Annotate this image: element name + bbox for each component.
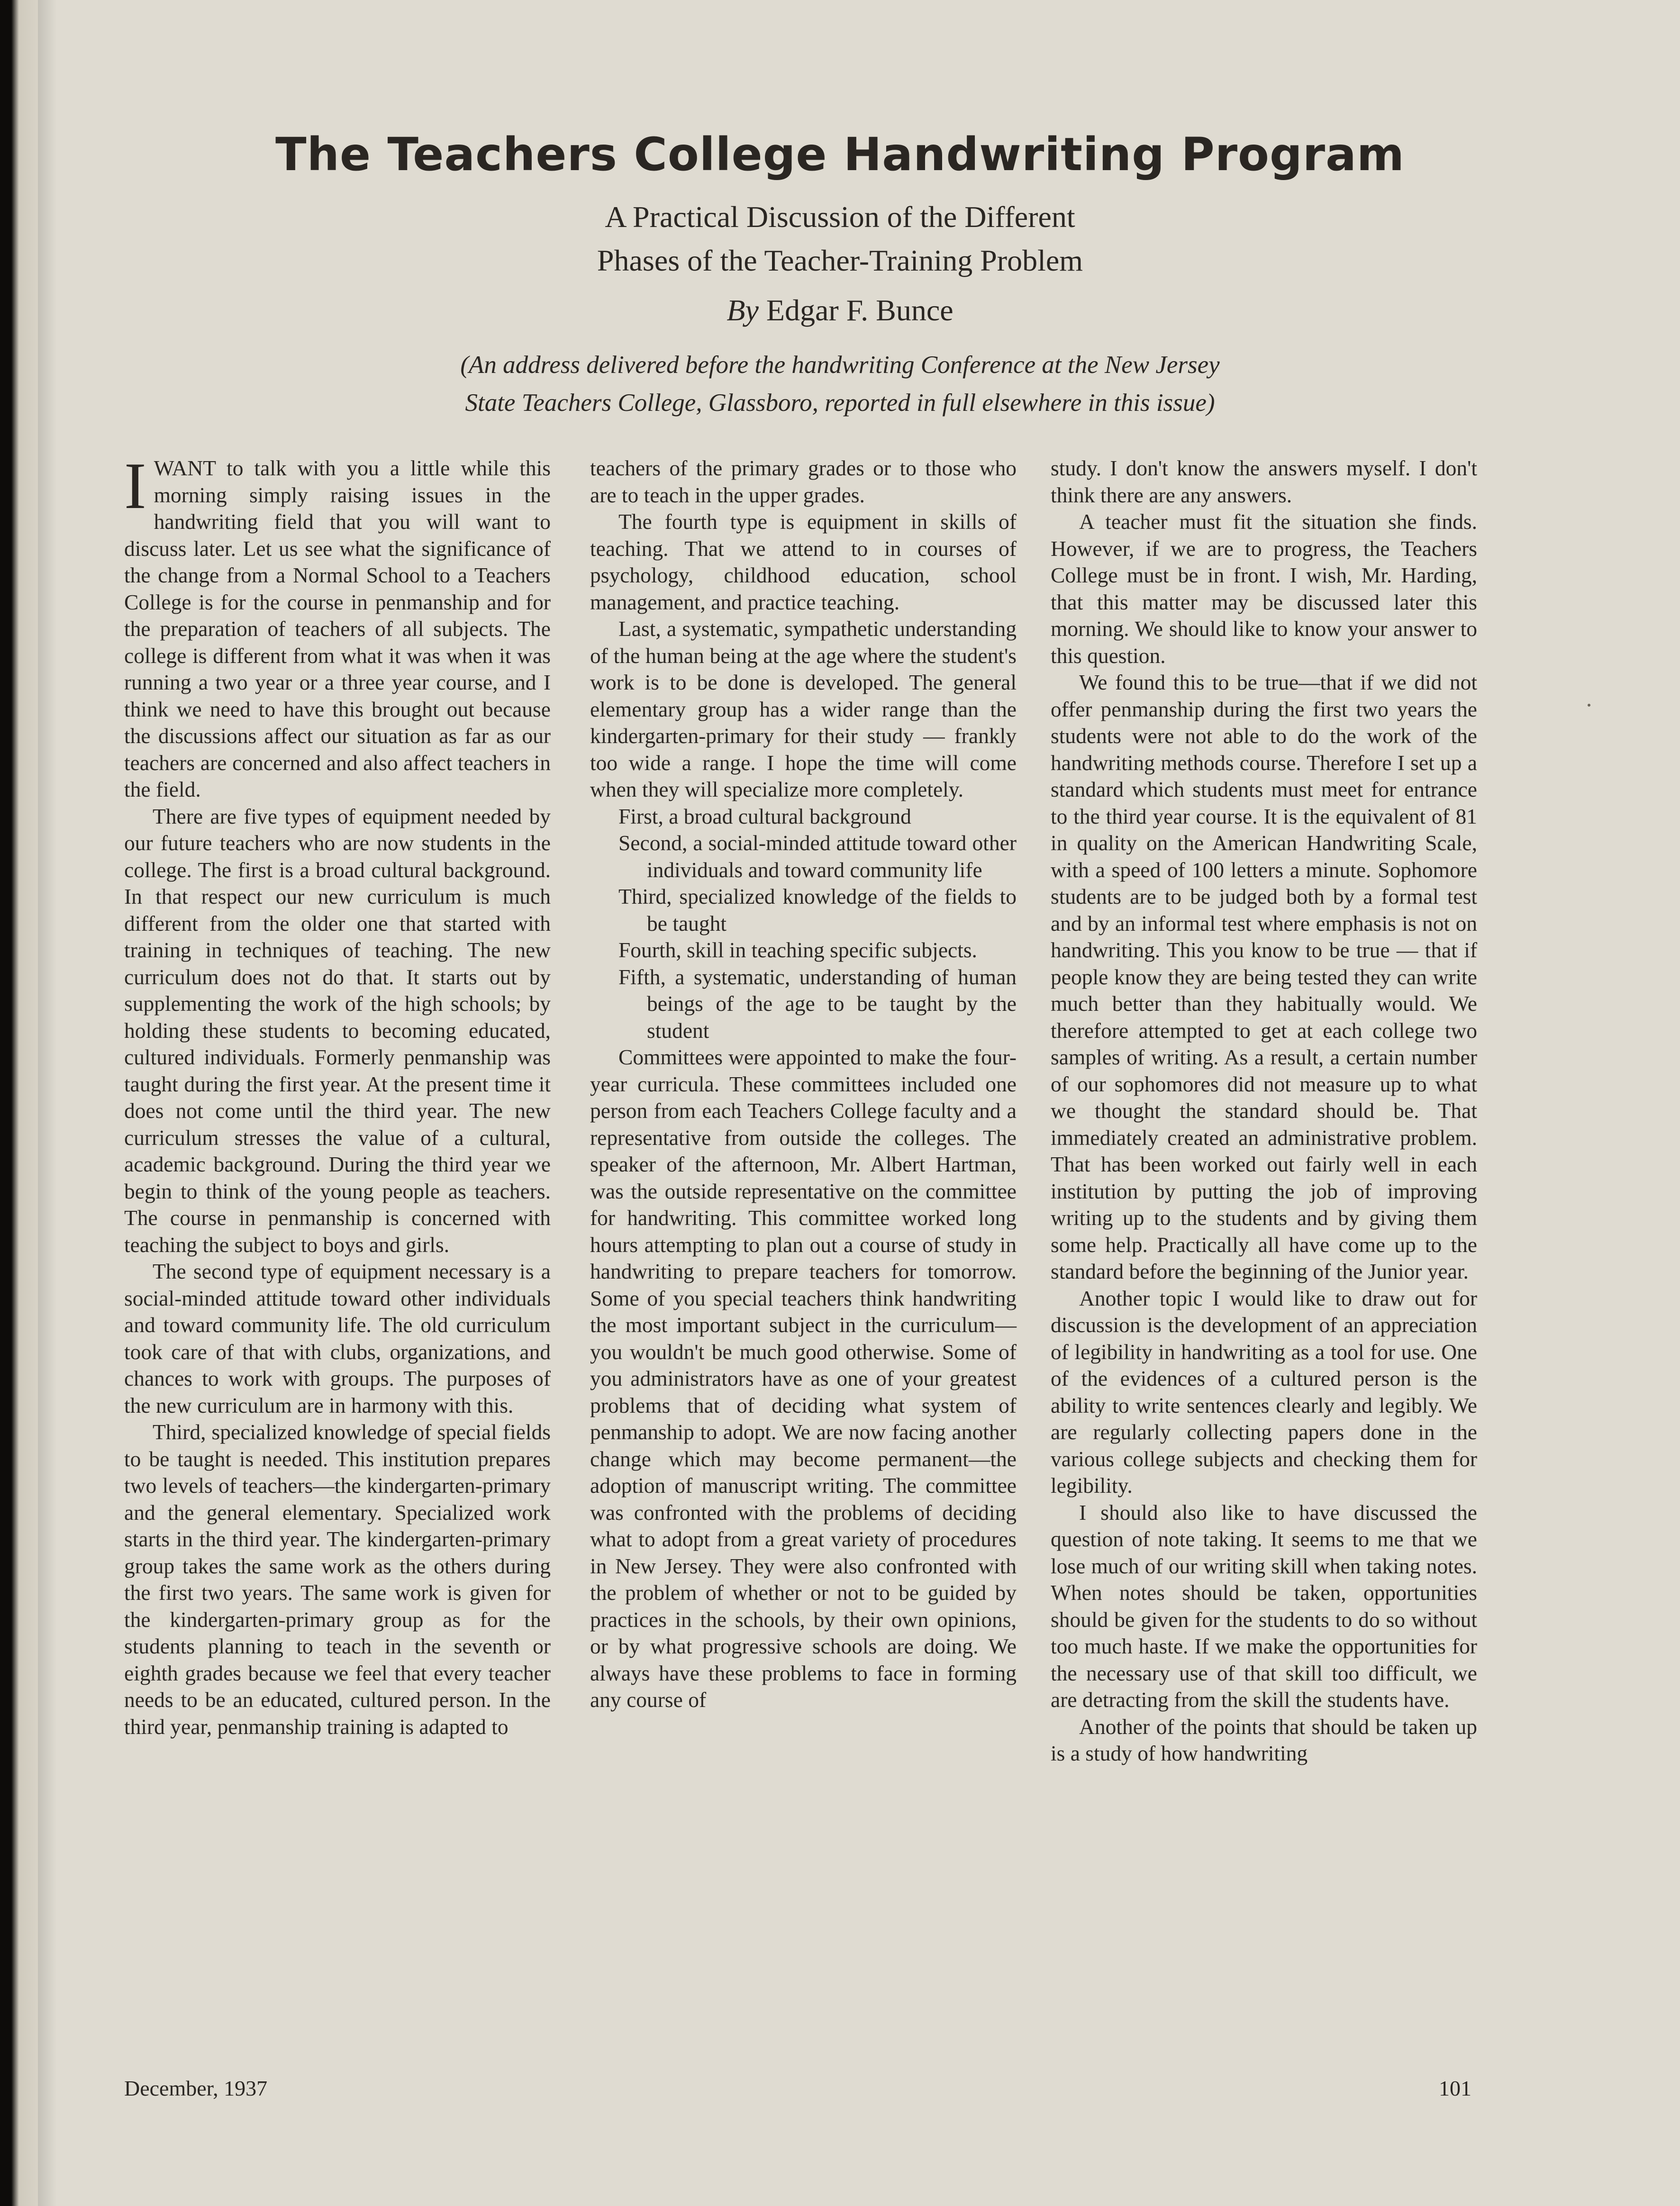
- equipment-list: [590, 803, 1017, 1044]
- paragraph: teachers of the primary grades or to those who are to teach in the upper grades.: [590, 456, 1017, 507]
- paragraph: Another of the points that should be taken up is a study of how handwriting: [1051, 1714, 1477, 1765]
- byline: [0, 293, 1680, 328]
- paragraph: The fourth type is equipment in skills of teaching. That we attend to in courses of psychology, childhood education, school management, and practice teaching.: [590, 509, 1017, 614]
- book-gutter: [0, 0, 38, 2206]
- article-title: The Teachers College Handwriting Program: [275, 128, 1405, 181]
- paper-speck: [1588, 704, 1590, 707]
- author-name: Edgar F. Bunce: [766, 293, 954, 327]
- footer-date: December, 1937: [124, 2076, 268, 2100]
- paragraph: I should also like to have discussed the question of note taking. It seems to me that we lose much of our writing skill when taking notes. When notes should be taken, opportunities should be given for the students to do so without too much haste. If we make the opportunities for the necessary use of that skill too difficult, we are detracting from the skill the students have.: [1051, 1500, 1477, 1712]
- page-number: 101: [1439, 2076, 1471, 2100]
- paragraph: Another topic I would like to draw out for discussion is the development of an appreciation of legibility in handwriting as a tool for use. One of the evidences of a cultured person is the ability to write sentences clearly and legibly. We are regularly collecting papers done in the various college subjects and checking them for legibility.: [1051, 1286, 1477, 1498]
- paragraph: There are five types of equipment needed by our future teachers who are now students in the college. The first is a broad cultural background. In that respect our new curriculum is much different from the older one that started with training in techniques of teaching. The new curriculum does not do that. It starts out by supplementing the work of the high schools; by holding these students to becoming educated, cultured individuals. Formerly penmanship was taught during the first year. At the present time it does not come until the third year. The new curriculum stresses the value of a cultural, academic background. During the third year we begin to think of the young people as teachers. The course in penmanship is concerned with teaching the subject to boys and girls.: [124, 804, 551, 1257]
- subtitle-line-2: Phases of the Teacher-Training Problem: [597, 244, 1083, 277]
- text-column-2: [590, 455, 1017, 1714]
- paragraph-text: WANT to talk with you a little while this morning simply raising issues in the handwriting field that you will want to discuss later. Let us see what the significance of the change from a Normal School to a Teachers College is for the course in penmanship and for the preparation of teachers of all subjects. The college is different from what it was when it was running a two year or a three year course, and I think we need to have this brought out because the discussions affect our situation as far as our teachers are concerned and also affect teachers in the field.: [124, 456, 551, 801]
- note-line-1: (An address delivered before the handwriting Conference at the New Jersey: [460, 351, 1220, 379]
- list-item: Fifth, a systematic, understanding of human beings of the age to be taught by the student: [618, 964, 1017, 1043]
- subtitle-line-1: A Practical Discussion of the Different: [605, 200, 1075, 234]
- page-shadow: [38, 0, 57, 2206]
- paragraph: Committees were appointed to make the four-year curricula. These committees included one person from each Teachers College faculty and a representative from outside the colleges. The speaker of the afternoon, Mr. Albert Hartman, was the outside representative on the committee for handwriting. This committee worked long hours attempting to plan out a course of study in handwriting to prepare teachers for tomorrow. Some of you special teachers think handwriting the most important subject in the curriculum—you wouldn't be much good otherwise. Some of you administrators have as one of your greatest problems that of deciding what system of penmanship to adopt. We are now facing another change which may become permanent—the adoption of manuscript writing. The committee was confronted with the problems of deciding what to adopt from a great variety of procedures in New Jersey. They were also confronted with the problem of whether or not to be guided by practices in the schools, by their own opinions, or by what progressive schools are doing. We always have these problems to face in forming any course of: [590, 1045, 1017, 1712]
- text-column-1: [124, 449, 551, 1740]
- paragraph: Last, a systematic, sympathetic understanding of the human being at the age where the student's work is to be done is developed. The general elementary group has a wider range than the kindergarten-primary for their study — frankly too wide a range. I hope the time will come when they will specialize more completely.: [590, 617, 1017, 801]
- paragraph: study. I don't know the answers myself. I don't think there are any answers.: [1051, 456, 1477, 507]
- drop-cap: I: [124, 449, 146, 523]
- paragraph: Third, specialized knowledge of special fields to be taught is needed. This institution prepares two levels of teachers—the kindergarten-primary and the general elementary. Specialized work starts in the third year. The kindergarten-primary group takes the same work as the others during the first two years. The same work is given for the kindergarten-primary group as for the students planning to teach in the seventh or eighth grades because we feel that every teacher needs to be an educated, cultured person. In the third year, penmanship training is adapted to: [124, 1420, 551, 1739]
- paragraph: The second type of equipment necessary is a social-minded attitude toward other individuals and toward community life. The old curriculum took care of that with clubs, organizations, and chances to work with groups. The purposes of the new curriculum are in harmony with this.: [124, 1259, 551, 1417]
- list-item: Fourth, skill in teaching specific subjects.: [618, 938, 977, 962]
- byline-prefix: By: [726, 293, 759, 327]
- paragraph: A teacher must fit the situation she finds. However, if we are to progress, the Teachers College must be in front. I wish, Mr. Harding, that this matter may be discussed later this morning. We should like to know your answer to this question.: [1051, 509, 1477, 668]
- list-item: Third, specialized knowledge of the fields to be taught: [618, 884, 1017, 935]
- list-item: Second, a social-minded attitude toward other individuals and toward community life: [618, 831, 1017, 882]
- text-column-3: [1051, 455, 1477, 1767]
- paragraph: We found this to be true—that if we did not offer penmanship during the first two years the students were not able to do the work of the handwriting methods course. Therefore I set up a standard which students must meet for entrance to the third year course. It is the equivalent of 81 in quality on the American Handwriting Scale, with a speed of 100 letters a minute. Sophomore students are to be judged both by a formal test and by an informal test where emphasis is not on handwriting. This you know to be true — that if people know they are being tested they can write much better than they habitually would. We therefore attempted to get at each college two samples of writing. As a result, a certain number of our sophomores did not measure up to what we thought the standard should be. That immediately created an administrative problem. That has been worked out fairly well in each institution by putting the job of improving writing up to the students and by giving them some help. Practically all have come up to the standard before the beginning of the Junior year.: [1051, 670, 1477, 1283]
- paragraph: [124, 449, 551, 803]
- editorial-note: [0, 346, 1680, 422]
- list-item: First, a broad cultural background: [618, 804, 911, 828]
- note-line-2: State Teachers College, Glassboro, reported in full elsewhere in this issue): [465, 389, 1215, 417]
- article-subtitle: [0, 195, 1680, 282]
